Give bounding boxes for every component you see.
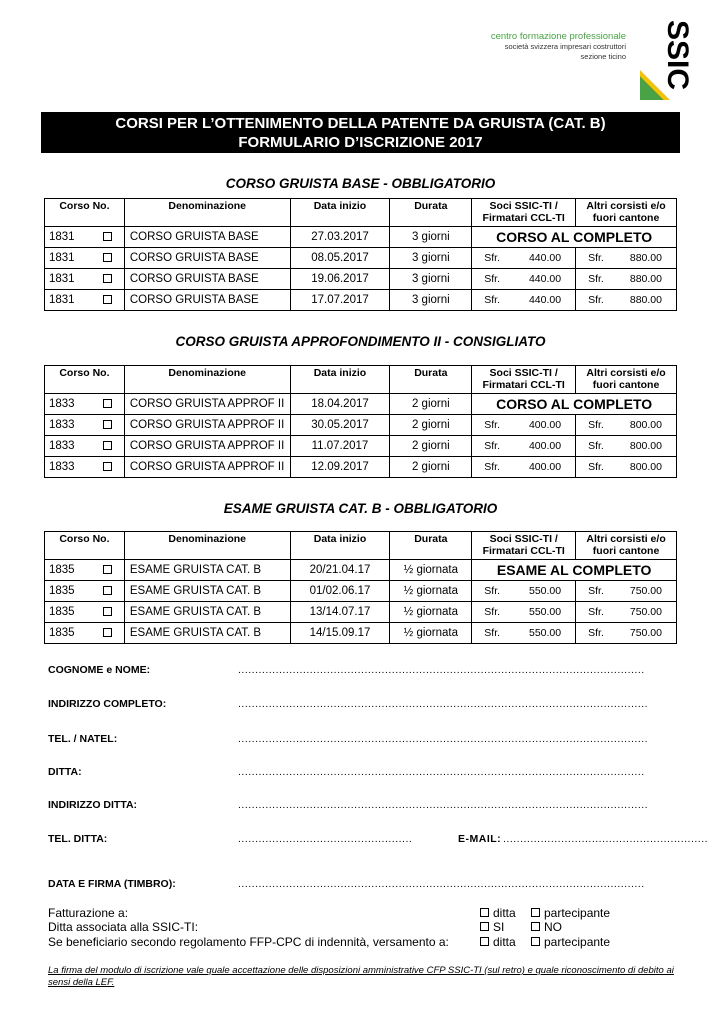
course-name: CORSO GRUISTA APPROF II <box>124 415 290 436</box>
select-checkbox[interactable] <box>103 441 112 450</box>
section-title-2: CORSO GRUISTA APPROFONDIMENTO II - CONSIGLIATO <box>175 334 546 349</box>
currency: Sfr. <box>588 627 604 639</box>
course-number: 1833 <box>49 419 75 431</box>
billing-ditta-label: ditta <box>493 906 516 920</box>
select-checkbox[interactable] <box>103 253 112 262</box>
table-row <box>45 290 677 311</box>
col-duration: Durata <box>390 366 472 394</box>
member-amount: 550.00 <box>528 606 562 618</box>
member-si-label: SI <box>493 920 505 934</box>
name-field[interactable]: ....................................................................................................................... <box>238 664 645 676</box>
other-amount: 750.00 <box>629 627 662 639</box>
checkbox-icon <box>480 922 489 931</box>
currency: Sfr. <box>588 252 604 264</box>
table-row <box>45 602 677 623</box>
course-table-3 <box>44 531 677 644</box>
currency: Sfr. <box>588 294 604 306</box>
member-label: Ditta associata alla SSIC-TI: <box>48 920 199 934</box>
currency: Sfr. <box>484 461 501 473</box>
currency: Sfr. <box>484 627 501 639</box>
brand-sub-2: sezione ticino <box>580 52 626 61</box>
member-price <box>472 436 576 457</box>
col-course-no: Corso No. <box>45 532 125 560</box>
col-other-price: Altri corsisti e/o fuori cantone <box>576 532 677 560</box>
logo-text: SSIC <box>661 20 694 91</box>
currency: Sfr. <box>484 419 501 431</box>
member-amount: 400.00 <box>528 419 562 431</box>
course-number: 1833 <box>49 398 75 410</box>
col-start-date: Data inizio <box>290 366 390 394</box>
signature-label: DATA E FIRMA (TIMBRO): <box>48 878 176 890</box>
beneficiary-partecipante-label: partecipante <box>544 935 611 949</box>
table-row <box>45 457 677 478</box>
col-other-price: Altri corsisti e/o fuori cantone <box>576 366 677 394</box>
member-amount: 440.00 <box>528 252 562 264</box>
currency: Sfr. <box>484 252 501 264</box>
billing-ditta-checkbox[interactable] <box>480 906 516 920</box>
header <box>424 18 694 100</box>
course-name: CORSO GRUISTA BASE <box>124 290 290 311</box>
col-duration: Durata <box>390 532 472 560</box>
email-field[interactable]: ............................................................ <box>503 833 709 845</box>
table-row <box>45 415 677 436</box>
member-amount: 550.00 <box>528 627 562 639</box>
col-duration: Durata <box>390 199 472 227</box>
currency: Sfr. <box>484 294 501 306</box>
currency: Sfr. <box>484 585 501 597</box>
course-name: CORSO GRUISTA BASE <box>124 227 290 248</box>
course-name: ESAME GRUISTA CAT. B <box>124 602 290 623</box>
company-phone-label: TEL. DITTA: <box>48 833 108 845</box>
checkbox-icon <box>531 922 540 931</box>
other-price <box>576 436 677 457</box>
banner-line-1: CORSI PER L’OTTENIMENTO DELLA PATENTE DA GRUISTA (CAT. B) <box>115 115 606 132</box>
beneficiary-ditta-checkbox[interactable] <box>480 935 516 949</box>
brand-main: centro formazione professionale <box>490 31 626 42</box>
billing-partecipante-checkbox[interactable] <box>531 906 610 920</box>
course-number: 1831 <box>49 252 75 264</box>
member-amount: 440.00 <box>528 294 562 306</box>
ssic-logo <box>638 18 694 100</box>
start-date: 01/02.06.17 <box>290 581 390 602</box>
address-label: INDIRIZZO COMPLETO: <box>48 698 167 710</box>
member-no-checkbox[interactable] <box>531 920 562 934</box>
course-name: CORSO GRUISTA APPROF II <box>124 457 290 478</box>
other-amount: 880.00 <box>629 273 662 285</box>
start-date: 19.06.2017 <box>290 269 390 290</box>
duration: ½ giornata <box>390 560 472 581</box>
col-name: Denominazione <box>124 366 290 394</box>
course-name: CORSO GRUISTA APPROF II <box>124 394 290 415</box>
course-number: 1833 <box>49 461 75 473</box>
other-amount: 880.00 <box>629 252 662 264</box>
member-si-checkbox[interactable] <box>480 920 504 934</box>
start-date: 27.03.2017 <box>290 227 390 248</box>
col-name: Denominazione <box>124 532 290 560</box>
select-checkbox[interactable] <box>103 586 112 595</box>
start-date: 13/14.07.17 <box>290 602 390 623</box>
select-checkbox[interactable] <box>103 462 112 471</box>
col-name: Denominazione <box>124 199 290 227</box>
full-notice: CORSO AL COMPLETO <box>472 227 677 248</box>
member-amount: 400.00 <box>528 461 562 473</box>
other-price <box>576 269 677 290</box>
select-checkbox[interactable] <box>103 607 112 616</box>
select-checkbox[interactable] <box>103 274 112 283</box>
start-date: 14/15.09.17 <box>290 623 390 644</box>
beneficiary-partecipante-checkbox[interactable] <box>531 935 610 949</box>
currency: Sfr. <box>588 419 604 431</box>
course-name: CORSO GRUISTA BASE <box>124 248 290 269</box>
title-banner <box>41 112 680 153</box>
member-price <box>472 415 576 436</box>
currency: Sfr. <box>588 440 604 452</box>
other-amount: 800.00 <box>629 440 662 452</box>
start-date: 30.05.2017 <box>290 415 390 436</box>
signature-field[interactable]: ....................................................................................................................... <box>238 878 645 890</box>
address-field[interactable]: ........................................................................................................................ <box>238 698 649 710</box>
duration: 2 giorni <box>390 436 472 457</box>
course-number: 1835 <box>49 627 75 639</box>
table-row <box>45 436 677 457</box>
course-number: 1831 <box>49 231 75 243</box>
section-title-3: ESAME GRUISTA CAT. B - OBBLIGATORIO <box>223 501 498 516</box>
checkbox-icon <box>480 937 489 946</box>
duration: 2 giorni <box>390 415 472 436</box>
other-amount: 800.00 <box>629 461 662 473</box>
member-price <box>472 602 576 623</box>
table-row <box>45 248 677 269</box>
select-checkbox[interactable] <box>103 295 112 304</box>
table-row <box>45 623 677 644</box>
course-number: 1831 <box>49 273 75 285</box>
other-amount: 750.00 <box>629 606 662 618</box>
other-price <box>576 415 677 436</box>
currency: Sfr. <box>484 606 501 618</box>
member-no-label: NO <box>544 920 562 934</box>
col-member-price: Soci SSIC-TI / Firmatari CCL-TI <box>472 366 576 394</box>
phone-field[interactable]: ........................................................................................................................ <box>238 733 649 745</box>
course-name: ESAME GRUISTA CAT. B <box>124 560 290 581</box>
other-amount: 800.00 <box>629 419 662 431</box>
other-amount: 880.00 <box>629 294 662 306</box>
other-price <box>576 581 677 602</box>
start-date: 20/21.04.17 <box>290 560 390 581</box>
start-date: 17.07.2017 <box>290 290 390 311</box>
brand-text <box>491 32 626 62</box>
checkbox-icon <box>480 908 489 917</box>
select-checkbox[interactable] <box>103 232 112 241</box>
table-row <box>45 394 677 415</box>
duration: 2 giorni <box>390 394 472 415</box>
duration: 3 giorni <box>390 269 472 290</box>
start-date: 11.07.2017 <box>290 436 390 457</box>
course-table-1 <box>44 198 677 311</box>
email-label: E-MAIL: <box>458 833 502 845</box>
table-row <box>45 560 677 581</box>
course-number: 1835 <box>49 606 75 618</box>
course-name: CORSO GRUISTA BASE <box>124 269 290 290</box>
currency: Sfr. <box>588 606 604 618</box>
currency: Sfr. <box>588 461 604 473</box>
course-number: 1835 <box>49 564 75 576</box>
table-row <box>45 581 677 602</box>
col-start-date: Data inizio <box>290 532 390 560</box>
col-course-no: Corso No. <box>45 199 125 227</box>
member-amount: 400.00 <box>528 440 562 452</box>
full-notice: ESAME AL COMPLETO <box>472 560 677 581</box>
phone-label: TEL. / NATEL: <box>48 733 118 745</box>
company-label: DITTA: <box>48 766 82 778</box>
currency: Sfr. <box>484 440 501 452</box>
other-price <box>576 248 677 269</box>
company-phone-field[interactable]: ................................................... <box>238 833 413 845</box>
course-number: 1833 <box>49 440 75 452</box>
col-course-no: Corso No. <box>45 366 125 394</box>
table-row <box>45 227 677 248</box>
billing-partecipante-label: partecipante <box>544 906 611 920</box>
currency: Sfr. <box>484 273 501 285</box>
select-checkbox[interactable] <box>103 399 112 408</box>
company-address-label: INDIRIZZO DITTA: <box>48 799 138 811</box>
checkbox-icon <box>531 908 540 917</box>
checkbox-icon <box>531 937 540 946</box>
table-header-row <box>45 366 677 394</box>
course-number: 1831 <box>49 294 75 306</box>
col-other-price: Altri corsisti e/o fuori cantone <box>576 199 677 227</box>
duration: 2 giorni <box>390 457 472 478</box>
member-price <box>472 248 576 269</box>
member-price <box>472 581 576 602</box>
currency: Sfr. <box>588 585 604 597</box>
disclaimer: La firma del modulo di iscrizione vale quale accettazione delle disposizioni amministrative CFP SSIC-TI (sul retro) e quale riconoscimento di debito ai sensi della LEF. <box>48 965 674 988</box>
course-name: CORSO GRUISTA APPROF II <box>124 436 290 457</box>
table-header-row <box>45 532 677 560</box>
other-price <box>576 290 677 311</box>
other-price <box>576 602 677 623</box>
select-checkbox[interactable] <box>103 420 112 429</box>
start-date: 08.05.2017 <box>290 248 390 269</box>
brand-sub-1: società svizzera impresari costruttori <box>504 42 626 51</box>
duration: 3 giorni <box>390 248 472 269</box>
duration: ½ giornata <box>390 623 472 644</box>
section-title-1: CORSO GRUISTA BASE - OBBLIGATORIO <box>225 176 496 191</box>
company-address-field[interactable]: ........................................................................................................................ <box>238 799 649 811</box>
member-price <box>472 623 576 644</box>
start-date: 18.04.2017 <box>290 394 390 415</box>
course-number: 1835 <box>49 585 75 597</box>
col-member-price: Soci SSIC-TI / Firmatari CCL-TI <box>472 199 576 227</box>
beneficiary-ditta-label: ditta <box>493 935 516 949</box>
col-member-price: Soci SSIC-TI / Firmatari CCL-TI <box>472 532 576 560</box>
member-amount: 440.00 <box>528 273 562 285</box>
full-notice: CORSO AL COMPLETO <box>472 394 677 415</box>
company-field[interactable]: ....................................................................................................................... <box>238 766 645 778</box>
duration: 3 giorni <box>390 290 472 311</box>
course-table-2 <box>44 365 677 478</box>
other-amount: 750.00 <box>629 585 662 597</box>
table-row <box>45 269 677 290</box>
other-price <box>576 623 677 644</box>
start-date: 12.09.2017 <box>290 457 390 478</box>
course-name: ESAME GRUISTA CAT. B <box>124 623 290 644</box>
member-amount: 550.00 <box>528 585 562 597</box>
name-label: COGNOME e NOME: <box>48 664 151 676</box>
currency: Sfr. <box>588 273 604 285</box>
select-checkbox[interactable] <box>103 565 112 574</box>
banner-line-2: FORMULARIO D’ISCRIZIONE 2017 <box>238 134 483 151</box>
beneficiary-label: Se beneficiario secondo regolamento FFP-CPC di indennità, versamento a: <box>48 935 449 949</box>
member-price <box>472 457 576 478</box>
duration: ½ giornata <box>390 581 472 602</box>
billing-label: Fatturazione a: <box>48 906 129 920</box>
table-header-row <box>45 199 677 227</box>
member-price <box>472 290 576 311</box>
course-name: ESAME GRUISTA CAT. B <box>124 581 290 602</box>
duration: ½ giornata <box>390 602 472 623</box>
select-checkbox[interactable] <box>103 628 112 637</box>
other-price <box>576 457 677 478</box>
duration: 3 giorni <box>390 227 472 248</box>
col-start-date: Data inizio <box>290 199 390 227</box>
member-price <box>472 269 576 290</box>
